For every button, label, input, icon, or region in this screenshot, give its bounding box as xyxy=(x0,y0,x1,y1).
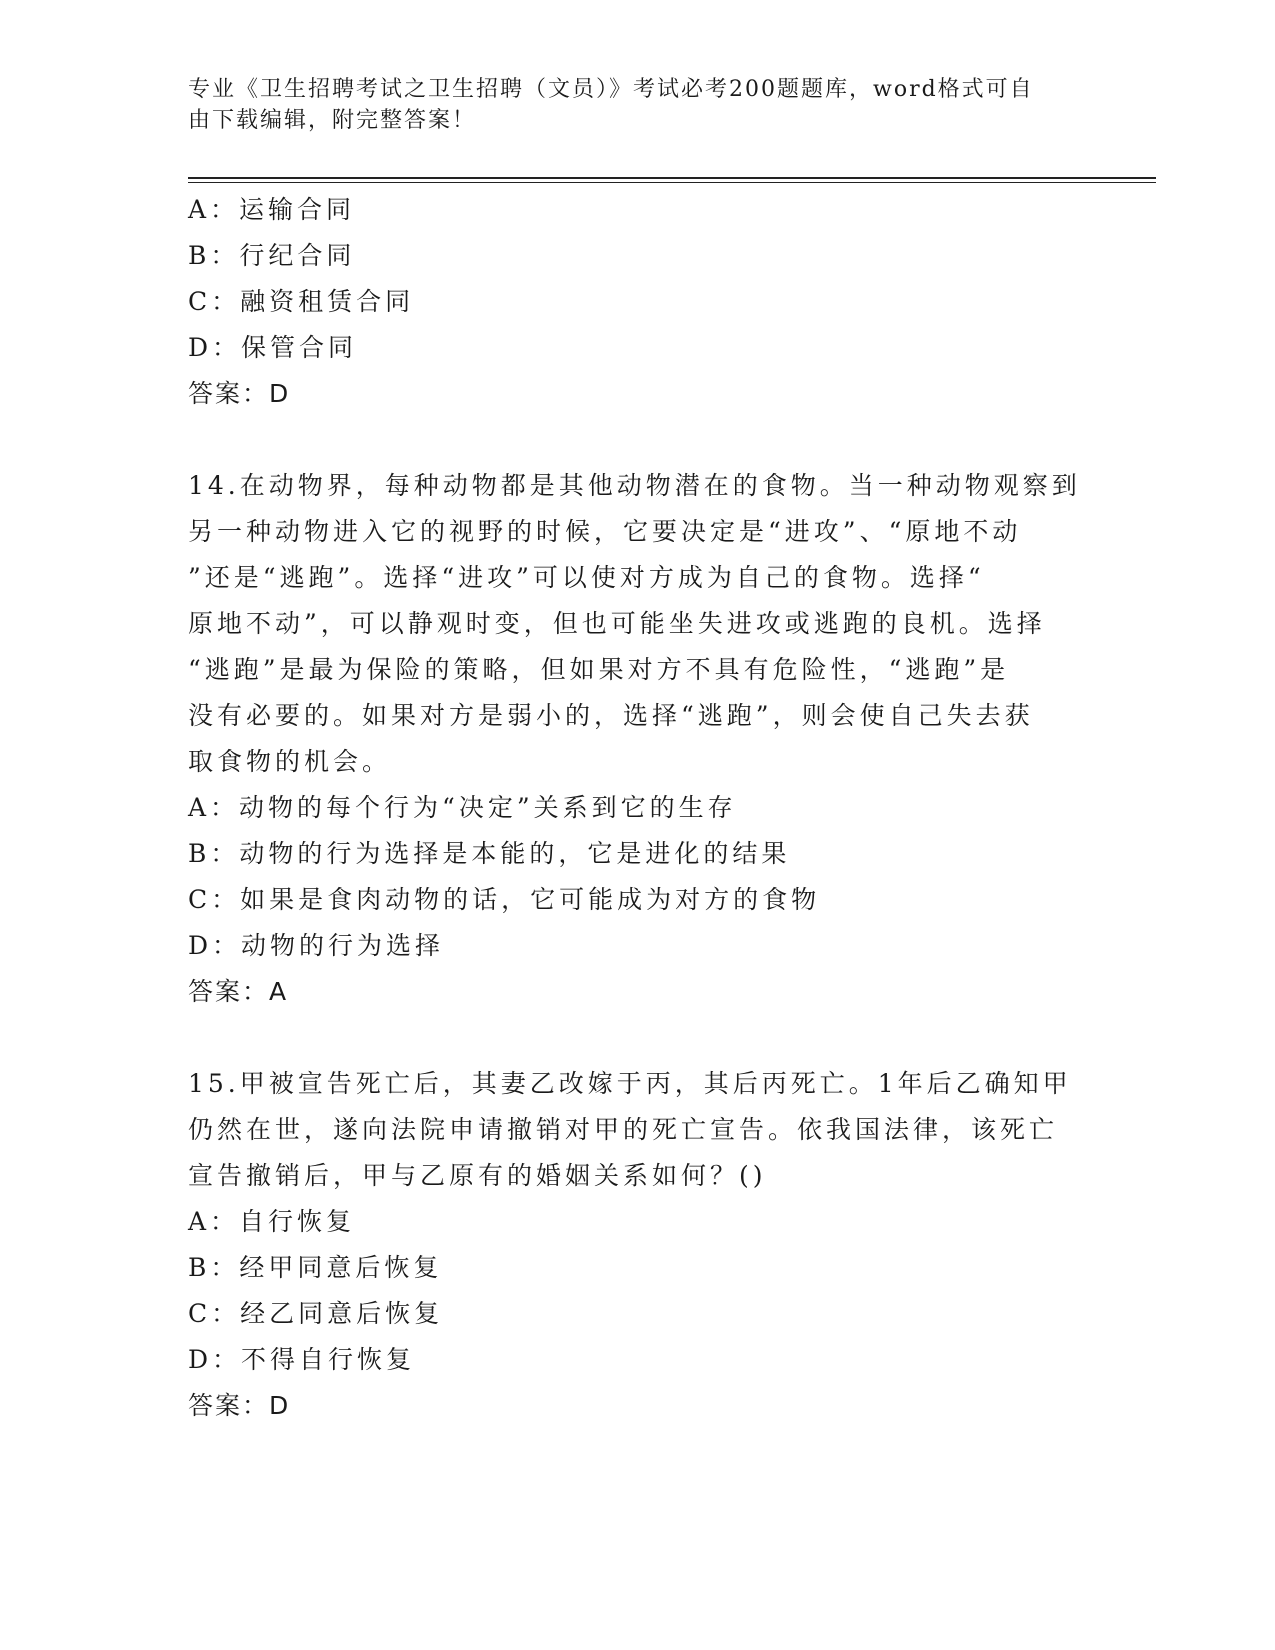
option-b: B：行纪合同 xyxy=(188,241,356,270)
header-line-2: 由下载编辑，附完整答案！ xyxy=(188,108,477,133)
question-stem-line: 没有必要的。如果对方是弱小的，选择“逃跑”，则会使自己失去获 xyxy=(188,701,1034,730)
document-header xyxy=(188,74,1088,136)
question-stem-line: 取食物的机会。 xyxy=(188,747,392,776)
option-b: B：经甲同意后恢复 xyxy=(188,1253,443,1282)
answer-line: 答案：A xyxy=(188,977,289,1006)
question-15 xyxy=(188,1061,1088,1429)
question-content xyxy=(188,187,1088,1429)
header-rule-thick xyxy=(188,177,1156,179)
question-stem-line: 14.在动物界，每种动物都是其他动物潜在的食物。当一种动物观察到 xyxy=(188,471,1081,500)
option-d: D：动物的行为选择 xyxy=(188,931,445,960)
option-c: C：经乙同意后恢复 xyxy=(188,1299,444,1328)
option-d: D：保管合同 xyxy=(188,333,358,362)
answer-line: 答案：D xyxy=(188,1391,291,1420)
question-stem-line: ”还是“逃跑”。选择“进攻”可以使对方成为自己的食物。选择“ xyxy=(188,563,985,592)
option-b: B：动物的行为选择是本能的，它是进化的结果 xyxy=(188,839,791,868)
question-stem-line: “逃跑”是最为保险的策略，但如果对方不具有危险性，“逃跑”是 xyxy=(188,655,1010,684)
option-a: A：自行恢复 xyxy=(188,1207,356,1236)
question-13 xyxy=(188,187,1088,417)
option-c: C：如果是食肉动物的话，它可能成为对方的食物 xyxy=(188,885,821,914)
answer-line: 答案：D xyxy=(188,379,291,408)
question-stem-line: 宣告撤销后，甲与乙原有的婚姻关系如何？() xyxy=(188,1161,767,1190)
question-stem-line: 另一种动物进入它的视野的时候，它要决定是“进攻”、“原地不动 xyxy=(188,517,1022,546)
question-stem-line: 仍然在世，遂向法院申请撤销对甲的死亡宣告。依我国法律，该死亡 xyxy=(188,1115,1059,1144)
question-stem-line: 15.甲被宣告死亡后，其妻乙改嫁于丙，其后丙死亡。1年后乙确知甲 xyxy=(188,1069,1072,1098)
option-a: A：动物的每个行为“决定”关系到它的生存 xyxy=(188,793,737,822)
header-line-1: 专业《卫生招聘考试之卫生招聘（文员）》考试必考200题题库，word格式可自 xyxy=(188,77,1034,102)
option-d: D：不得自行恢复 xyxy=(188,1345,416,1374)
option-a: A：运输合同 xyxy=(188,195,356,224)
option-c: C：融资租赁合同 xyxy=(188,287,415,316)
header-rule-thin xyxy=(188,182,1156,183)
question-14 xyxy=(188,463,1088,1015)
question-stem-line: 原地不动”，可以静观时变，但也可能坐失进攻或逃跑的良机。选择 xyxy=(188,609,1046,638)
